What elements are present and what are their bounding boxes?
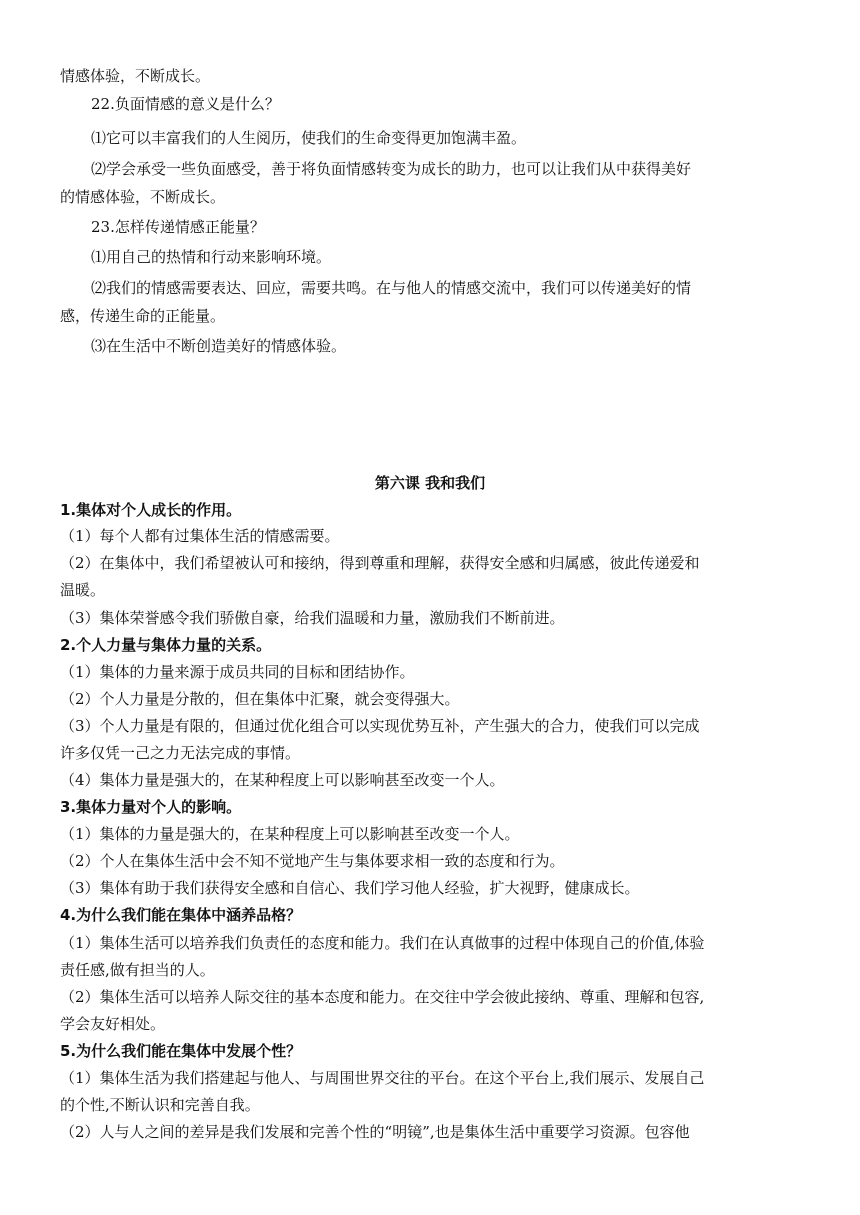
list-item: （2）个人在集体生活中会不知不觉地产生与集体要求相一致的态度和行为。 bbox=[60, 852, 565, 870]
answer-item: ⑶在生活中不断创造美好的情感体验。 bbox=[91, 337, 347, 355]
answer-item: ⑵我们的情感需要表达、回应，需要共鸣。在与他人的情感交流中，我们可以传递美好的情 bbox=[91, 279, 692, 297]
list-item: （2）集体生活可以培养人际交往的基本态度和能力。在交往中学会彼此接纳、尊重、理解和包容, bbox=[60, 988, 705, 1006]
question-heading: 23.怎样传递情感正能量？ bbox=[91, 218, 265, 236]
answer-item: ⑵学会承受一些负面感受，善于将负面情感转变为成长的助力，也可以让我们从中获得美好 bbox=[91, 160, 692, 178]
list-item: （4）集体力量是强大的，在某种程度上可以影响甚至改变一个人。 bbox=[60, 771, 505, 789]
list-item: （1）每个人都有过集体生活的情感需要。 bbox=[60, 527, 340, 545]
list-item: （2）在集体中，我们希望被认可和接纳，得到尊重和理解，获得安全感和归属感，彼此传递爱和 bbox=[60, 554, 700, 572]
question-heading: 22.负面情感的意义是什么？ bbox=[91, 95, 280, 113]
text-line: 温暖。 bbox=[60, 581, 106, 599]
text-line: 学会友好相处。 bbox=[60, 1015, 166, 1033]
list-item: （3）个人力量是有限的，但通过优化组合可以实现优势互补，产生强大的合力，使我们可以完成 bbox=[60, 717, 700, 735]
text-line: 的个性,不断认识和完善自我。 bbox=[60, 1096, 260, 1114]
section-heading: 1.集体对个人成长的作用。 bbox=[60, 501, 242, 519]
text-line: 感，传递生命的正能量。 bbox=[60, 307, 226, 325]
text-line: 责任感,做有担当的人。 bbox=[60, 961, 215, 979]
list-item: （1）集体的力量来源于成员共同的目标和团结协作。 bbox=[60, 663, 415, 681]
answer-item: ⑴用自己的热情和行动来影响环境。 bbox=[91, 248, 332, 266]
answer-item: ⑴它可以丰富我们的人生阅历，使我们的生命变得更加饱满丰盈。 bbox=[91, 129, 527, 147]
list-item: （3）集体荣誉感令我们骄傲自豪，给我们温暖和力量，激励我们不断前进。 bbox=[60, 609, 565, 627]
section-heading: 4.为什么我们能在集体中涵养品格？ bbox=[60, 906, 302, 924]
list-item: （1）集体生活可以培养我们负责任的态度和能力。我们在认真做事的过程中体现自己的价值,体验 bbox=[60, 934, 705, 952]
lesson-title: 第六课 我和我们 bbox=[374, 474, 486, 492]
list-item: （1）集体生活为我们搭建起与他人、与周围世界交往的平台。在这个平台上,我们展示、发展自己 bbox=[60, 1069, 705, 1087]
section-heading: 5.为什么我们能在集体中发展个性？ bbox=[60, 1042, 302, 1060]
text-line: 情感体验，不断成长。 bbox=[60, 67, 211, 85]
section-heading: 2.个人力量与集体力量的关系。 bbox=[60, 636, 272, 654]
list-item: （1）集体的力量是强大的，在某种程度上可以影响甚至改变一个人。 bbox=[60, 825, 520, 843]
list-item: （2）人与人之间的差异是我们发展和完善个性的“明镜”,也是集体生活中重要学习资源。包容他 bbox=[60, 1123, 690, 1141]
list-item: （3）集体有助于我们获得安全感和自信心、我们学习他人经验，扩大视野，健康成长。 bbox=[60, 879, 640, 897]
text-line: 的情感体验，不断成长。 bbox=[60, 188, 226, 206]
text-line: 许多仅凭一己之力无法完成的事情。 bbox=[60, 744, 301, 762]
section-heading: 3.集体力量对个人的影响。 bbox=[60, 798, 242, 816]
list-item: （2）个人力量是分散的，但在集体中汇聚，就会变得强大。 bbox=[60, 690, 460, 708]
